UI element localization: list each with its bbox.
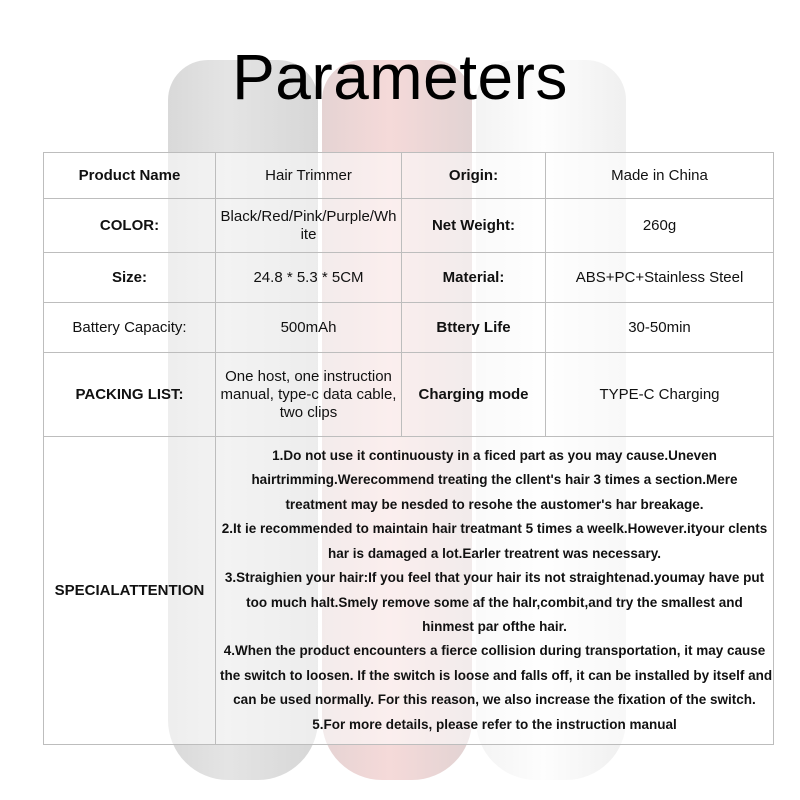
value-product-name: Hair Trimmer <box>216 153 402 199</box>
value-color: Black/Red/Pink/Purple/White <box>216 199 402 253</box>
label-battery-capacity: Battery Capacity: <box>44 303 216 353</box>
attention-line: 1.Do not use it continuousty in a ficed part as you may cause.Uneven <box>272 448 717 464</box>
attention-line: too much halt.Smely remove some af the halr,combit,and try the smallest and <box>246 594 743 610</box>
table-row <box>44 199 774 253</box>
attention-line: 5.For more details, please refer to the instruction manual <box>312 716 677 732</box>
special-attention-text <box>216 437 774 745</box>
value-battery-capacity: 500mAh <box>216 303 402 353</box>
attention-line: treatment may be nesded to resohe the austomer's har breakage. <box>285 496 704 512</box>
label-packing-list: PACKING LIST: <box>44 353 216 437</box>
value-origin: Made in China <box>546 153 774 199</box>
value-material: ABS+PC+Stainless Steel <box>546 253 774 303</box>
value-size: 24.8 * 5.3 * 5CM <box>216 253 402 303</box>
attention-line: 4.When the product encounters a fierce collision during transportation, it may cause <box>223 643 766 659</box>
attention-line: har is damaged a lot.Earler treatrent was necessary. <box>328 545 661 561</box>
attention-line: hinmest par ofthe hair. <box>422 618 567 634</box>
value-packing-list: One host, one instruction manual, type-c data cable, two clips <box>216 353 402 437</box>
label-charging-mode: Charging mode <box>402 353 546 437</box>
label-material: Material: <box>402 253 546 303</box>
table-row <box>44 437 774 745</box>
label-product-name: Product Name <box>44 153 216 199</box>
attention-line: can be used normally. For this reason, we also increase the fixation of the switch. <box>233 692 756 708</box>
label-origin: Origin: <box>402 153 546 199</box>
attention-line: the switch to loosen. If the switch is loose and falls off, it can be installed by itself and <box>220 667 773 683</box>
table-row <box>44 153 774 199</box>
value-charging-mode: TYPE-C Charging <box>546 353 774 437</box>
special-attention-label: SPECIALATTENTION <box>44 437 216 745</box>
label-net-weight: Net Weight: <box>402 199 546 253</box>
table-row <box>44 253 774 303</box>
table-row <box>44 303 774 353</box>
attention-line: 2.It ie recommended to maintain hair treatmant 5 times a weelk.However.ityour clents <box>221 521 768 537</box>
label-color: COLOR: <box>44 199 216 253</box>
parameters-table <box>43 152 774 745</box>
table-row <box>44 353 774 437</box>
value-net-weight: 260g <box>546 199 774 253</box>
page-title: Parameters <box>232 41 568 113</box>
attention-line: 3.Straighien your hair:If you feel that your hair its not straightenad.youmay have put <box>224 570 765 586</box>
label-size: Size: <box>44 253 216 303</box>
label-battery-life: Bttery Life <box>402 303 546 353</box>
value-battery-life: 30-50min <box>546 303 774 353</box>
attention-line: hairtrimming.Werecommend treating the cllent's hair 3 times a section.Mere <box>251 472 738 488</box>
